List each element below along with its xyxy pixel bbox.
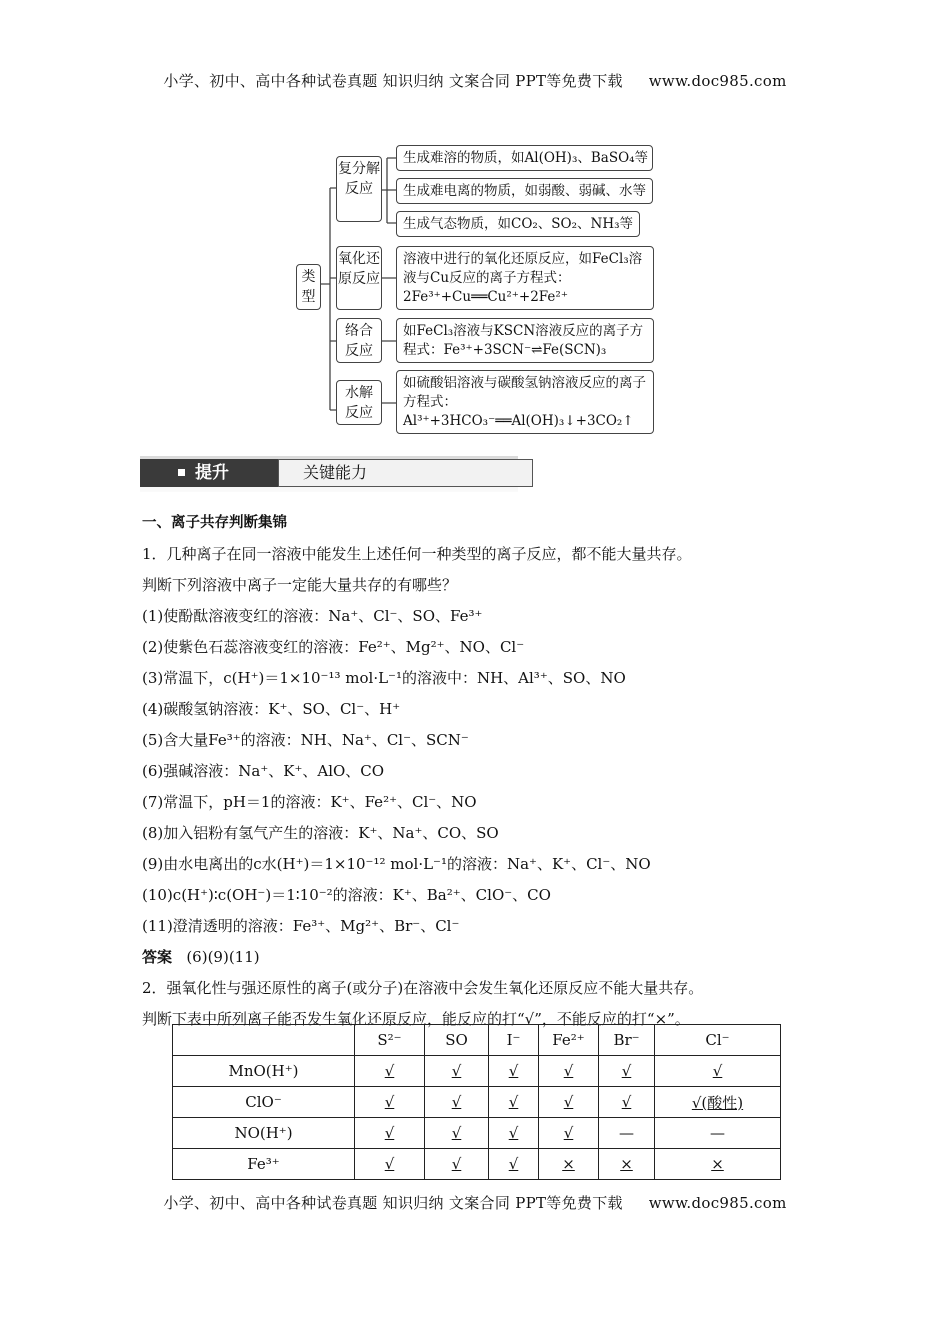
list-item: (11)澄清透明的溶液：Fe³⁺、Mg²⁺、Br⁻、Cl⁻: [142, 917, 460, 935]
table-cell: ×: [539, 1149, 599, 1180]
table-cell: √: [599, 1087, 655, 1118]
leaf-complex: 如FeCl₃溶液与KSCN溶液反应的离子方程式：Fe³⁺+3SCN⁻⇌Fe(SCN)₃: [396, 318, 654, 363]
list-item: (3)常温下，c(H⁺)＝1×10⁻¹³ mol·L⁻¹的溶液中：NH、Al³⁺、SO、NO: [142, 669, 626, 687]
list-item: (8)加入铝粉有氢气产生的溶液：K⁺、Na⁺、CO、SO: [142, 824, 499, 842]
list-item: (7)常温下，pH＝1的溶液：K⁺、Fe²⁺、Cl⁻、NO: [142, 793, 477, 811]
leaf-weak-electrolyte: 生成难电离的物质，如弱酸、弱碱、水等: [396, 178, 653, 204]
table-cell: √: [425, 1118, 489, 1149]
list-item: (10)c(H⁺)∶c(OH⁻)＝1∶10⁻²的溶液：K⁺、Ba²⁺、ClO⁻、CO: [142, 886, 551, 904]
header-site: www.doc985.com: [648, 72, 787, 90]
section-title: 一、离子共存判断集锦: [142, 515, 287, 531]
table-cell: √: [355, 1149, 425, 1180]
diagram-root: 类型: [296, 264, 321, 310]
list-item: (1)使酚酞溶液变红的溶液：Na⁺、Cl⁻、SO、Fe³⁺: [142, 607, 483, 625]
table-header-cell: SO: [425, 1025, 489, 1056]
table-cell: √: [655, 1056, 781, 1087]
q1-intro: 1．几种离子在同一溶液中能发生上述任何一种类型的离子反应，都不能大量共存。: [142, 545, 692, 563]
table-header-cell: Br⁻: [599, 1025, 655, 1056]
row-header: Fe³⁺: [173, 1149, 355, 1180]
table-cell: √: [355, 1087, 425, 1118]
group-redox-label: 氧化还原反应: [336, 246, 382, 310]
table-header-cell: [173, 1025, 355, 1056]
table-row: [173, 1118, 781, 1149]
table-cell: √: [355, 1118, 425, 1149]
table-cell: —: [599, 1118, 655, 1149]
table-cell: √: [489, 1056, 539, 1087]
group-hydrolysis-label: 水解反应: [336, 380, 382, 425]
table-header-cell: I⁻: [489, 1025, 539, 1056]
leaf-redox: 溶液中进行的氧化还原反应，如FeCl₃溶液与Cu反应的离子方程式：2Fe³⁺+Cu══Cu²⁺+2Fe²⁺: [396, 246, 654, 310]
table-cell: √: [539, 1056, 599, 1087]
table-cell: √: [539, 1087, 599, 1118]
content-body: [142, 508, 802, 1035]
table-header-cell: Cl⁻: [655, 1025, 781, 1056]
table-cell: √: [599, 1056, 655, 1087]
table-cell: √: [489, 1087, 539, 1118]
table-cell: ×: [655, 1149, 781, 1180]
q2-intro: 2．强氧化性与强还原性的离子(或分子)在溶液中会发生氧化还原反应不能大量共存。: [142, 979, 704, 997]
table-cell: √: [425, 1087, 489, 1118]
row-header: MnO(H⁺): [173, 1056, 355, 1087]
table-header-cell: S²⁻: [355, 1025, 425, 1056]
header-text: 小学、初中、高中各种试卷真题 知识归纳 文案合同 PPT等免费下载: [163, 72, 623, 90]
table-header-row: [173, 1025, 781, 1056]
redox-table: [172, 1024, 781, 1180]
banner-tag: 提升: [140, 459, 278, 487]
section-banner: [140, 456, 518, 492]
row-header: ClO⁻: [173, 1087, 355, 1118]
list-item: (9)由水电离出的c水(H⁺)＝1×10⁻¹² mol·L⁻¹的溶液：Na⁺、K⁺、Cl⁻、NO: [142, 855, 651, 873]
q1-prompt: 判断下列溶液中离子一定能大量共存的有哪些？: [142, 576, 458, 594]
answer-label: 答案: [142, 948, 173, 966]
footer-site: www.doc985.com: [648, 1194, 787, 1212]
banner-title: 关键能力: [278, 459, 533, 487]
list-item: (6)强碱溶液：Na⁺、K⁺、AlO、CO: [142, 762, 385, 780]
table-cell: √(酸性): [655, 1087, 781, 1118]
q2-prompt: 判断下表中所列离子能否发生氧化还原反应，能反应的打“√”，不能反应的打“×”。: [142, 1010, 690, 1028]
table-cell: √: [489, 1118, 539, 1149]
answer-line: [142, 942, 802, 973]
group-metathesis-label: 复分解反应: [336, 156, 382, 222]
table-cell: √: [355, 1056, 425, 1087]
page-footer: [0, 1192, 950, 1213]
group-complex-label: 络合反应: [336, 318, 382, 363]
footer-text: 小学、初中、高中各种试卷真题 知识归纳 文案合同 PPT等免费下载: [163, 1194, 623, 1212]
table-row: [173, 1087, 781, 1118]
table-cell: ×: [599, 1149, 655, 1180]
table-cell: √: [539, 1118, 599, 1149]
row-header: NO(H⁺): [173, 1118, 355, 1149]
leaf-gas: 生成气态物质，如CO₂、SO₂、NH₃等: [396, 211, 640, 237]
leaf-insoluble: 生成难溶的物质，如Al(OH)₃、BaSO₄等: [396, 145, 653, 171]
table-header-cell: Fe²⁺: [539, 1025, 599, 1056]
table-cell: —: [655, 1118, 781, 1149]
list-item: (5)含大量Fe³⁺的溶液：NH、Na⁺、Cl⁻、SCN⁻: [142, 731, 469, 749]
table-cell: √: [425, 1149, 489, 1180]
table-cell: √: [425, 1056, 489, 1087]
answer-value: (6)(9)(11): [186, 948, 260, 966]
table-row: [173, 1056, 781, 1087]
list-item: (2)使紫色石蕊溶液变红的溶液：Fe²⁺、Mg²⁺、NO、Cl⁻: [142, 638, 525, 656]
list-item: (4)碳酸氢钠溶液：K⁺、SO、Cl⁻、H⁺: [142, 700, 401, 718]
table-row: [173, 1149, 781, 1180]
table-cell: √: [489, 1149, 539, 1180]
leaf-hydrolysis: 如硫酸铝溶液与碳酸氢钠溶液反应的离子方程式：Al³⁺+3HCO₃⁻══Al(OH)₃↓+3CO₂↑: [396, 370, 654, 434]
